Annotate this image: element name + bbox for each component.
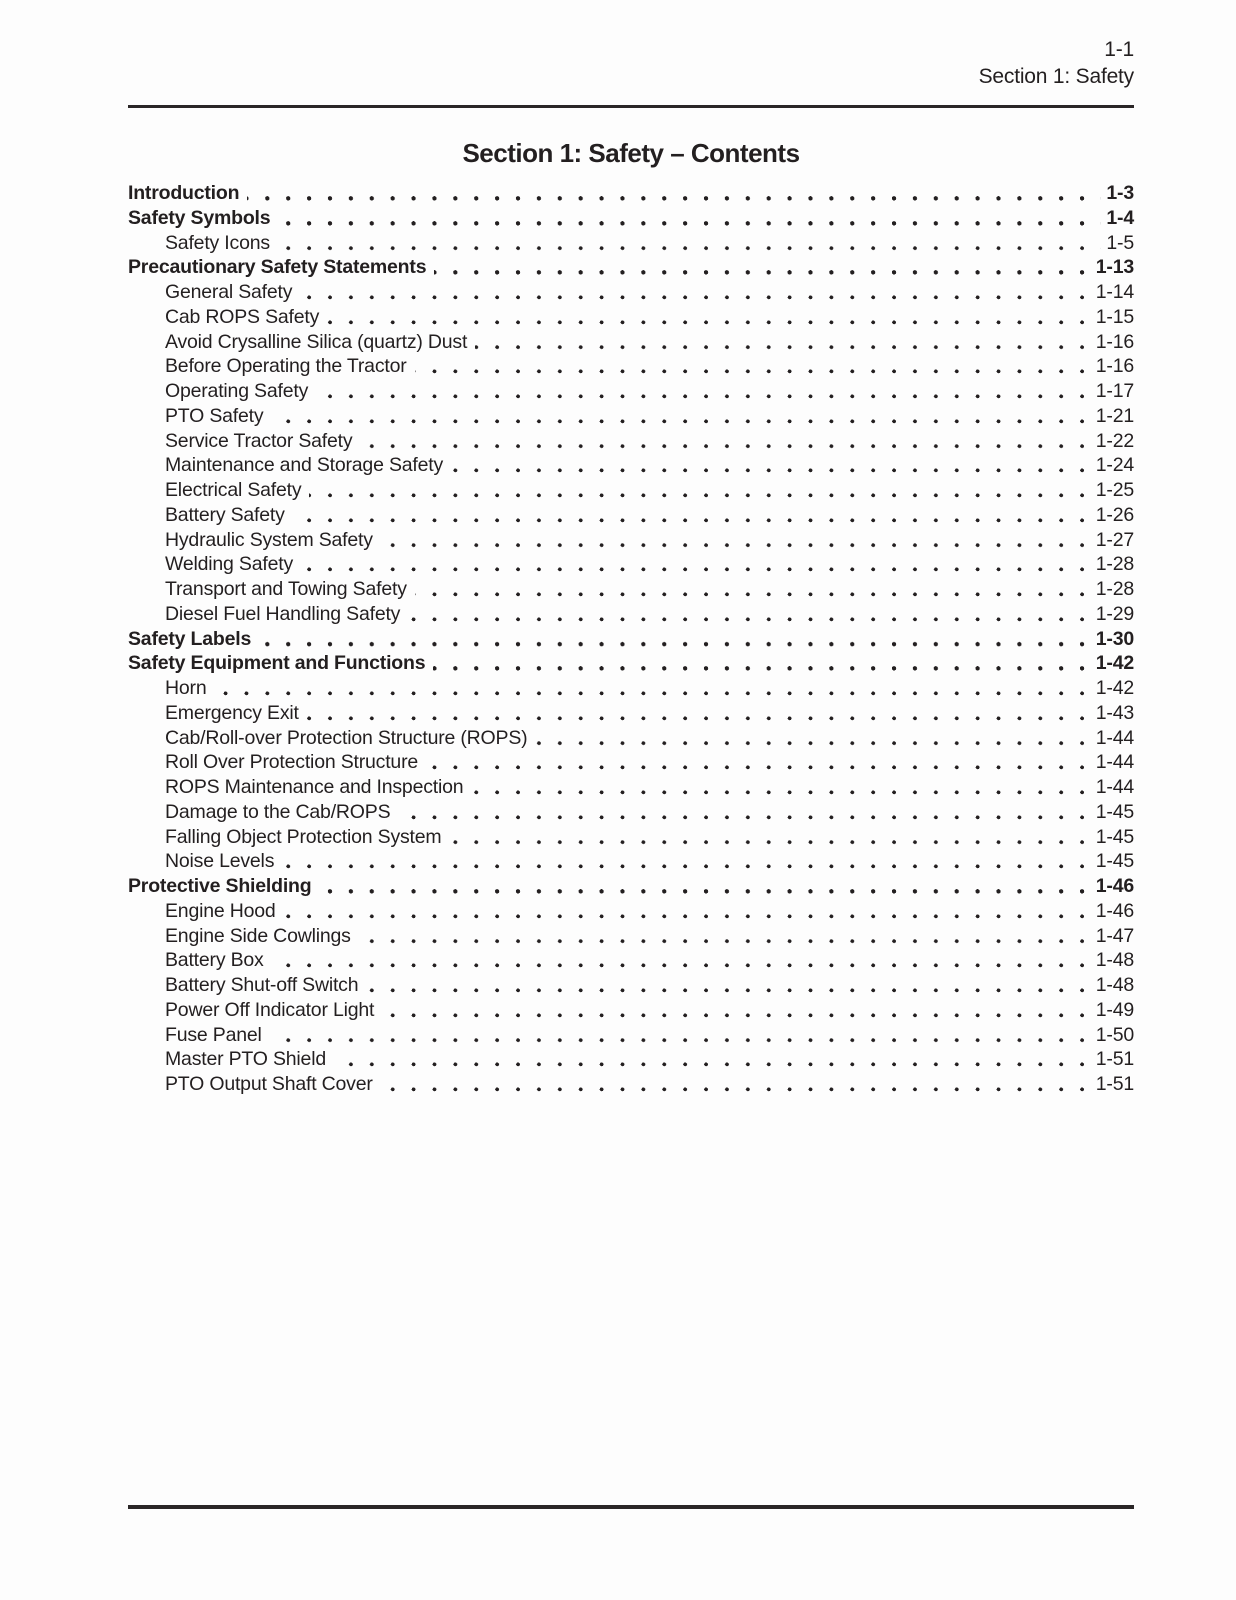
toc-entry-label: Operating Safety bbox=[128, 379, 316, 404]
toc-entry-page: 1-16 bbox=[1091, 330, 1134, 355]
toc-entry-label: Cab/Roll-over Protection Structure (ROPS) bbox=[128, 726, 535, 751]
toc-entry-page: 1-46 bbox=[1091, 874, 1134, 899]
toc-entry-label: Fuse Panel bbox=[128, 1023, 270, 1048]
toc-entry bbox=[128, 1023, 1134, 1048]
toc-entry-label: Protective Shielding bbox=[128, 874, 319, 899]
page-title: Section 1: Safety – Contents bbox=[462, 138, 800, 168]
header-rule bbox=[128, 105, 1134, 108]
page-number: 1-1 bbox=[1104, 38, 1134, 61]
toc-entry-label: Cab ROPS Safety bbox=[128, 305, 327, 330]
toc-entry-page: 1-15 bbox=[1091, 305, 1134, 330]
toc-entry-page: 1-14 bbox=[1091, 280, 1134, 305]
toc-entry bbox=[128, 330, 1134, 355]
toc-entry-page: 1-28 bbox=[1091, 552, 1134, 577]
toc-entry-page: 1-25 bbox=[1091, 478, 1134, 503]
toc-entry-page: 1-27 bbox=[1091, 528, 1134, 553]
toc-entry bbox=[128, 602, 1134, 627]
toc-entry bbox=[128, 973, 1134, 998]
toc-entry-label: Battery Box bbox=[128, 948, 272, 973]
table-of-contents bbox=[128, 181, 1134, 1097]
toc-entry-label: Service Tractor Safety bbox=[128, 429, 360, 454]
toc-entry bbox=[128, 750, 1134, 775]
toc-entry-label: Transport and Towing Safety bbox=[128, 577, 415, 602]
toc-entry-page: 1-3 bbox=[1101, 181, 1134, 206]
toc-entry bbox=[128, 800, 1134, 825]
toc-entry-label: Introduction bbox=[128, 181, 247, 206]
toc-entry-page: 1-50 bbox=[1091, 1023, 1134, 1048]
toc-entry-label: PTO Output Shaft Cover bbox=[128, 1072, 381, 1097]
toc-entry-label: Hydraulic System Safety bbox=[128, 528, 381, 553]
toc-entry-page: 1-51 bbox=[1091, 1072, 1134, 1097]
toc-entry bbox=[128, 1072, 1134, 1097]
toc-entry-page: 1-29 bbox=[1091, 602, 1134, 627]
toc-entry bbox=[128, 404, 1134, 429]
toc-entry bbox=[128, 1047, 1134, 1072]
toc-entry-page: 1-24 bbox=[1091, 453, 1134, 478]
toc-entry-label: Battery Safety bbox=[128, 503, 293, 528]
toc-entry-label: Roll Over Protection Structure bbox=[128, 750, 426, 775]
toc-entry-page: 1-22 bbox=[1091, 429, 1134, 454]
toc-entry-page: 1-17 bbox=[1091, 379, 1134, 404]
toc-entry-page: 1-43 bbox=[1091, 701, 1134, 726]
toc-entry bbox=[128, 379, 1134, 404]
toc-entry-page: 1-4 bbox=[1101, 206, 1134, 231]
toc-entry-label: Noise Levels bbox=[128, 849, 282, 874]
toc-entry bbox=[128, 181, 1134, 206]
toc-entry bbox=[128, 775, 1134, 800]
toc-entry-label: Emergency Exit bbox=[128, 701, 307, 726]
toc-entry bbox=[128, 255, 1134, 280]
toc-entry-page: 1-16 bbox=[1091, 354, 1134, 379]
toc-entry-label: Battery Shut-off Switch bbox=[128, 973, 366, 998]
toc-entry bbox=[128, 948, 1134, 973]
toc-entry bbox=[128, 726, 1134, 751]
toc-entry-label: Master PTO Shield bbox=[128, 1047, 334, 1072]
toc-entry bbox=[128, 676, 1134, 701]
toc-entry-label: Falling Object Protection System bbox=[128, 825, 449, 850]
toc-entry-label: Avoid Crysalline Silica (quartz) Dust bbox=[128, 330, 475, 355]
toc-entry-page: 1-21 bbox=[1091, 404, 1134, 429]
toc-entry-page: 1-48 bbox=[1091, 948, 1134, 973]
toc-entry-label: Precautionary Safety Statements bbox=[128, 255, 434, 280]
toc-entry-label: Maintenance and Storage Safety bbox=[128, 453, 451, 478]
toc-entry bbox=[128, 305, 1134, 330]
toc-entry-page: 1-44 bbox=[1091, 726, 1134, 751]
toc-entry bbox=[128, 651, 1134, 676]
toc-entry bbox=[128, 231, 1134, 256]
toc-entry-page: 1-5 bbox=[1101, 231, 1134, 256]
toc-entry bbox=[128, 849, 1134, 874]
toc-entry-label: Safety Symbols bbox=[128, 206, 278, 231]
toc-entry-page: 1-44 bbox=[1091, 775, 1134, 800]
toc-entry-label: Engine Hood bbox=[128, 899, 284, 924]
toc-entry-label: Diesel Fuel Handling Safety bbox=[128, 602, 408, 627]
toc-entry bbox=[128, 874, 1134, 899]
toc-entry-page: 1-42 bbox=[1091, 651, 1134, 676]
toc-entry-label: PTO Safety bbox=[128, 404, 271, 429]
toc-entry bbox=[128, 577, 1134, 602]
section-label: Section 1: Safety bbox=[978, 65, 1134, 88]
toc-entry-page: 1-42 bbox=[1091, 676, 1134, 701]
toc-entry-page: 1-28 bbox=[1091, 577, 1134, 602]
toc-entry bbox=[128, 206, 1134, 231]
toc-entry-label: Electrical Safety bbox=[128, 478, 309, 503]
toc-entry bbox=[128, 924, 1134, 949]
toc-entry bbox=[128, 899, 1134, 924]
toc-entry-label: Welding Safety bbox=[128, 552, 301, 577]
toc-entry bbox=[128, 701, 1134, 726]
toc-entry bbox=[128, 528, 1134, 553]
toc-entry-page: 1-48 bbox=[1091, 973, 1134, 998]
toc-entry bbox=[128, 627, 1134, 652]
toc-entry-label: General Safety bbox=[128, 280, 300, 305]
toc-entry-label: Damage to the Cab/ROPS bbox=[128, 800, 398, 825]
toc-entry bbox=[128, 503, 1134, 528]
toc-entry-label: Safety Icons bbox=[128, 231, 278, 256]
toc-entry bbox=[128, 354, 1134, 379]
toc-entry bbox=[128, 998, 1134, 1023]
toc-entry-label: ROPS Maintenance and Inspection bbox=[128, 775, 471, 800]
toc-entry-label: Engine Side Cowlings bbox=[128, 924, 359, 949]
toc-entry-page: 1-45 bbox=[1091, 800, 1134, 825]
toc-entry-page: 1-13 bbox=[1091, 255, 1134, 280]
toc-entry bbox=[128, 825, 1134, 850]
toc-entry-page: 1-45 bbox=[1091, 849, 1134, 874]
toc-entry bbox=[128, 453, 1134, 478]
toc-entry-label: Before Operating the Tractor bbox=[128, 354, 415, 379]
toc-entry-label: Safety Equipment and Functions bbox=[128, 651, 433, 676]
toc-entry bbox=[128, 280, 1134, 305]
toc-entry bbox=[128, 552, 1134, 577]
toc-entry-page: 1-44 bbox=[1091, 750, 1134, 775]
toc-entry-page: 1-26 bbox=[1091, 503, 1134, 528]
toc-entry-label: Power Off Indicator Light bbox=[128, 998, 382, 1023]
toc-entry-page: 1-46 bbox=[1091, 899, 1134, 924]
toc-entry bbox=[128, 429, 1134, 454]
toc-entry bbox=[128, 478, 1134, 503]
toc-entry-page: 1-47 bbox=[1091, 924, 1134, 949]
toc-entry-label: Safety Labels bbox=[128, 627, 259, 652]
page-header bbox=[128, 36, 1134, 90]
footer-rule bbox=[128, 1505, 1134, 1509]
toc-entry-page: 1-45 bbox=[1091, 825, 1134, 850]
toc-entry-page: 1-51 bbox=[1091, 1047, 1134, 1072]
toc-entry-label: Horn bbox=[128, 676, 214, 701]
toc-entry-page: 1-30 bbox=[1091, 627, 1134, 652]
toc-entry-page: 1-49 bbox=[1091, 998, 1134, 1023]
